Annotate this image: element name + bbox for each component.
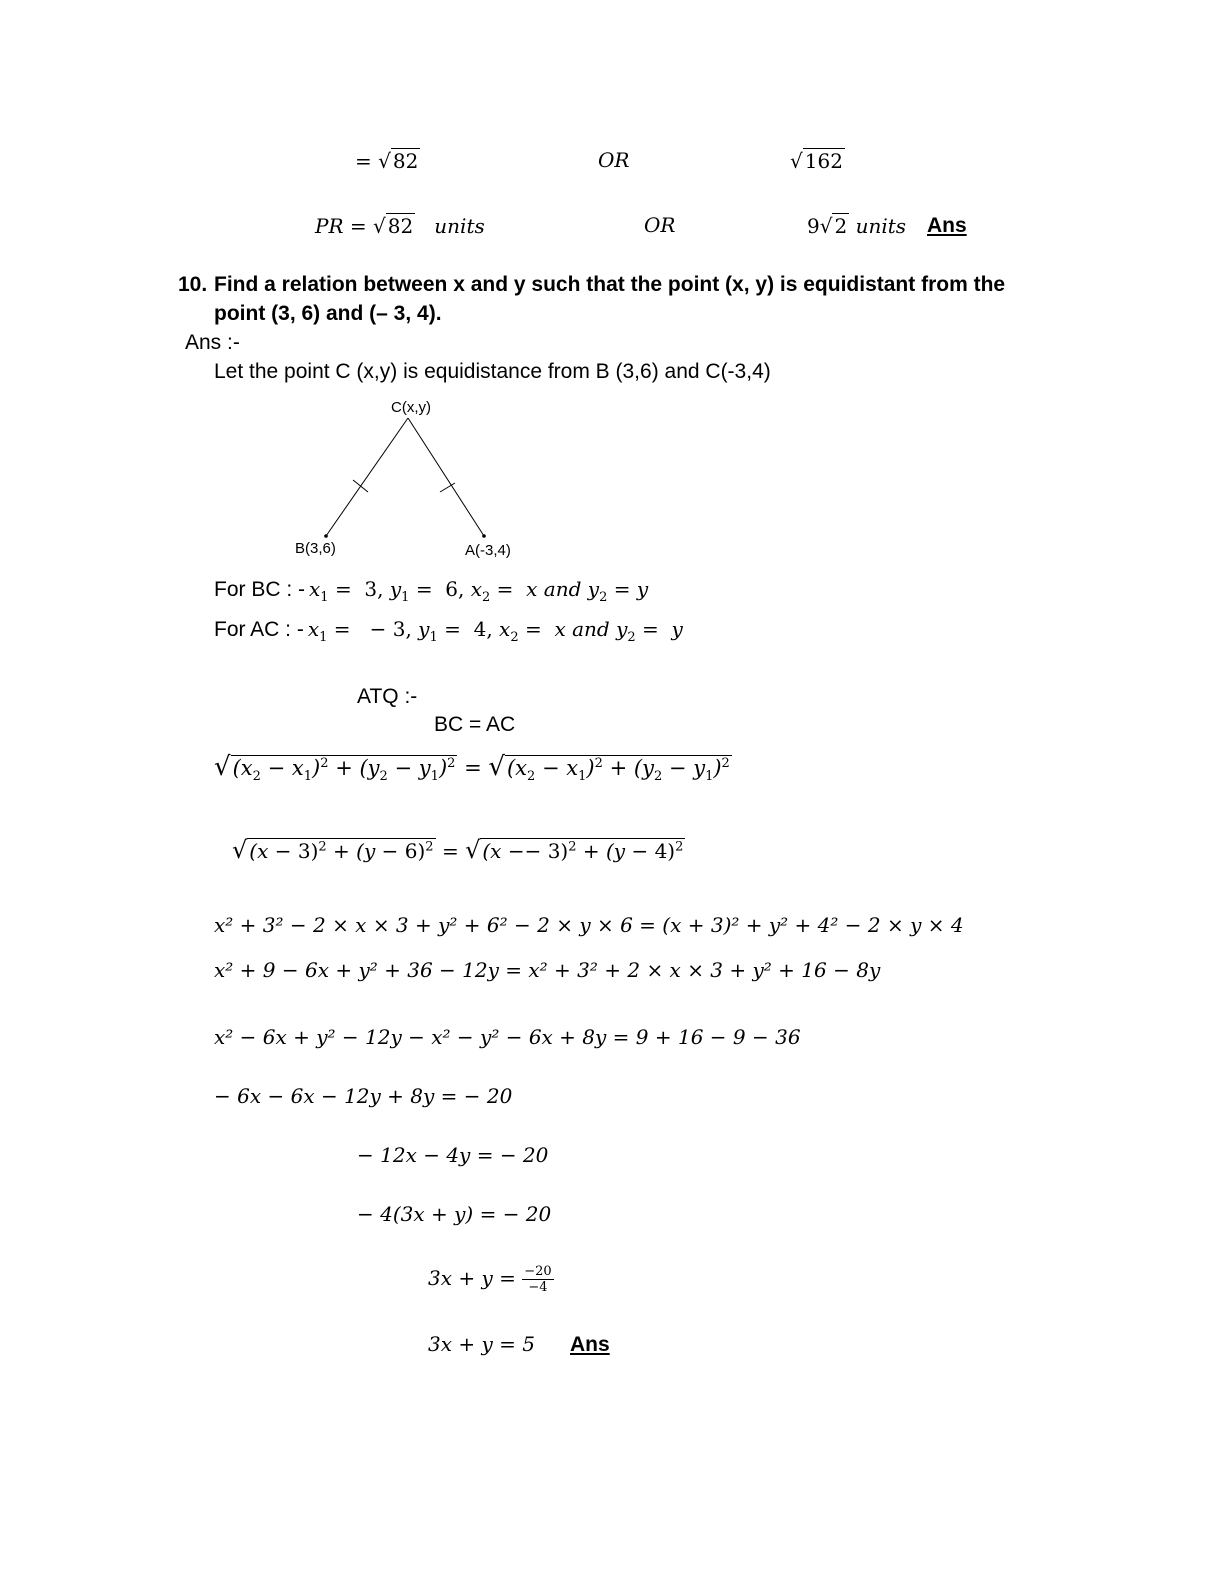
prev-sqrt-162: √ 162 [790,149,843,173]
for-ac-label: For AC : - [214,618,304,641]
ans-label-final: Ans [570,1333,610,1356]
ac-y2: y [671,617,683,641]
radicand-82b: 82 [387,214,414,238]
radicand-162: 162 [804,149,843,173]
bc-x1: 3 [364,577,378,601]
ans-label-prev: Ans [927,214,967,237]
step-expand-2: x² + 9 − 6x + y² + 36 − 12y = x² + 3² + 2 × x × 3 + y² + 16 − 8y [214,958,881,982]
distance-formula: $√(x_2 - x_1)^2 + (y_2 - y_1)^2 = √(x_2 - x_1)^2 + (y_2 - y_1)^2$ [214,752,730,785]
step-rearrange: x² − 6x + y² − 12y − x² − y² − 6x + 8y = 9 + 16 − 9 − 36 [214,1025,801,1049]
label-c: C(x,y) [391,399,431,416]
step-simplify: − 6x − 6x − 12y + 8y = − 20 [214,1084,513,1108]
for-bc-line: For BC : - $x_1 = 3$, $y_1 = 6$, $x_2 = x$ and $y_2 = y$ [214,577,649,605]
for-bc-label: For BC : - [214,578,306,601]
line-ca [408,418,484,536]
fraction-denominator: −4 [528,1280,548,1295]
or-label-2: OR [644,213,676,237]
radicand-82: 82 [392,149,419,173]
substituted-formula: √ $(x - 3)^2 + (y - 6)^2$ = √ $(x -- 3)^2 + (y - 4)^2$ [232,836,684,864]
step-divide [428,1264,554,1295]
bc-and: and [543,577,582,601]
divide-lhs: 3x + y = [428,1266,516,1290]
tick-mark-cb [353,480,368,492]
atq-label: ATQ :- [357,685,418,708]
coef-9: 9 [807,214,820,238]
prev-line-2: PR = √ 82 units [315,214,485,238]
fraction [522,1264,553,1295]
point-b [324,534,328,538]
ac-and: and [572,617,610,641]
ac-x2: x [554,617,566,641]
label-b: B(3,6) [295,540,336,557]
ac-y1: 4 [473,617,487,641]
bc-y1: 6 [445,577,459,601]
or-label: OR [598,148,630,172]
prev-9root2: 9√ 2 units [807,214,907,238]
point-a [482,534,486,538]
bc-x2: x [526,577,538,601]
question-text-line-1: Find a relation between x and y such that the point (x, y) is equidistant from the [214,273,1006,296]
step-factor: − 4(3x + y) = − 20 [357,1202,552,1226]
prev-line-1: = √ 82 [355,149,419,173]
answer-label: Ans :- [185,331,240,354]
line-cb [326,418,408,536]
bc-y2: y [636,577,649,601]
question-text-line-2: point (3, 6) and (– 3, 4). [214,302,442,325]
triangle-diagram [280,390,540,565]
ac-x1: − 3 [369,617,406,641]
final-answer: 3x + y = 5 [428,1332,535,1356]
radicand-2: 2 [834,214,848,238]
step-combine: − 12x − 4y = − 20 [357,1143,549,1167]
equals-sign: = [355,149,372,173]
pr-equals: PR = [315,214,367,238]
for-ac-line: For AC : - $x_1$ = − 3, $y_1 = 4$, $x_2 = x$ and $y_2 = y$ [214,617,683,645]
answer-intro: Let the point C (x,y) is equidistance from B (3,6) and C(-3,4) [214,360,771,383]
label-a: A(-3,4) [465,542,511,559]
units-label-2: units [855,214,907,238]
step-expand-1: x² + 3² − 2 × x × 3 + y² + 6² − 2 × y × 6 = (x + 3)² + y² + 4² − 2 × y × 4 [214,913,964,937]
question-number: 10. [178,273,208,296]
fraction-numerator: −20 [524,1264,552,1279]
units-label: units [434,214,485,238]
bc-equals-ac: BC = AC [434,713,516,736]
